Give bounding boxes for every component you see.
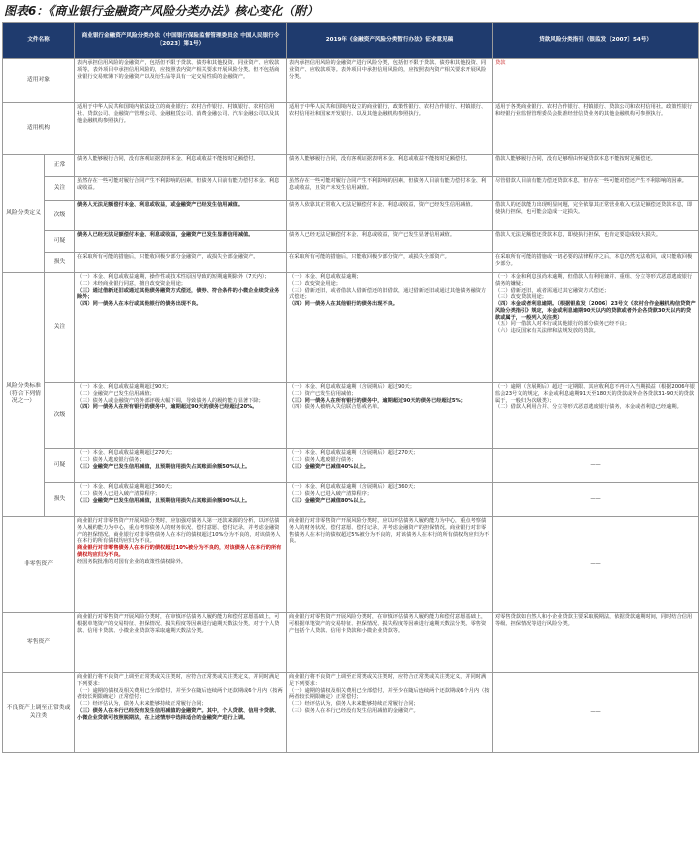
crit-loss-new-2: （二）债务人已进入破产清算程序； [77, 490, 161, 497]
crit-attention-guide-4: （四）本金或者利息逾期。（根据银监发〔2006〕23号文《农村合作金融机构信贷资产风险分类指引》规定，本金或利息逾期90天以内的贷款或者外企各贷款30天以内的贷款或属于，一般列入关注类） [495, 301, 696, 321]
crit-loss-draft [287, 483, 493, 517]
npl-new-4: （三）债务人在本行已经没有发生信用减值的金融资产。其中，个人贷款、信用卡贷款、小微企业贷款可按照脱期法，在上述情形中选择适合的金融资产进行上调。 [77, 707, 280, 721]
crit-substandard-guideline [493, 383, 699, 449]
def-doubtful-guideline: 借款人无法足额偿还贷款本息，即使执行担保，也肯定要造成较大损失。 [493, 231, 699, 253]
def-label-doubtful: 可疑 [45, 231, 75, 253]
crit-sub-new-3: （三）债务人或金融资产的外部评级大幅下调，导致债务人的履约能力显著下降； [77, 397, 264, 404]
crit-doubt-new-2: （二）债务人逃废银行债务； [77, 456, 145, 463]
def-doubtful-draft: 债务人已经无法足额偿付本金、利息或收益，资产已发生显著信用减值。 [287, 231, 493, 253]
def-attention-new: 虽然存在一些可能对履行合同产生不利影响的因素，但债务人目前有能力偿付本金、利息或收益。 [75, 177, 287, 201]
def-label-normal: 正常 [45, 155, 75, 177]
crit-sub-new-4: （四）同一债务人在所有银行的债务中，逾期超过90天的债务已经超过20%。 [77, 404, 258, 411]
npl-draft-2: （一）逾期的债权及相关费用已全部偿付，并至少在随后连续两个还款期或6个月内（按两者较长期限确定）正常偿付； [289, 687, 490, 701]
npl-draft-4: （三）债务人在本行已经没有发生信用减值的金融资产。 [289, 707, 419, 714]
npl-draft-1: 商业银行将不良资产上调至正常类或关注类时，应符合正常类或关注类定义，并同时满足下列要求： [289, 674, 487, 687]
crit-loss-draft-3: （三）金融资产已减值80%以上。 [289, 497, 369, 504]
crit-attention-draft-1: （一）本金、利息或收益逾期； [289, 274, 362, 280]
row-label-npl-upgrade: 不良资产上调至正常类或关注类 [3, 673, 75, 753]
crit-sub-new-2: （二）金融资产已发生信用减值； [77, 390, 155, 397]
def-label-loss: 损失 [45, 253, 75, 273]
def-label-attention: 关注 [45, 177, 75, 201]
crit-loss-guideline: —— [493, 483, 699, 517]
crit-substandard-new [75, 383, 287, 449]
nonretail-new-highlight: 商业银行对非零售债务人在本行的债权超过10%被分为不良的，对该债务人在本行的所有债权均应归为不良。 [77, 545, 282, 558]
crit-attention-draft [287, 273, 493, 383]
crit-attention-new-4: （四）同一债务人在本行或其他银行的债务出现不良。 [77, 301, 202, 307]
crit-doubtful-new [75, 449, 287, 483]
header-draft-2019: 2019年《金融资产风险分类暂行办法》征求意见稿 [287, 23, 493, 59]
crit-attention-guideline [493, 273, 699, 383]
crit-sub-draft-2: （二）资产已发生信用减值； [289, 390, 357, 397]
def-normal-draft: 债务人能够履行合同，没有客观证据表明本金、利息或收益不能按时足额偿付。 [287, 155, 493, 177]
retail-new: 商业银行对零售资产开展风险分类时，在审慎评估债务人履约能力和偿付意愿基础上，可根据单笔资产的交易特征、担保情况、损失程度等因素进行逾期天数法分类。对于个人贷款、信用卡贷款、小微企业贷款等采取逾期天数法分类。 [75, 613, 287, 673]
crit-sub-guide-2: （二）借款人利用合并、分立等形式恶意逃废银行债务，本金或者利息已经逾期。 [495, 404, 682, 411]
def-attention-guideline: 尽管借款人目前有能力偿还贷款本息，但存在一些可能对偿还产生不利影响的因素。 [493, 177, 699, 201]
crit-attention-draft-3: （三）借新还旧，或者借款人借新偿还的旧借款，通过借新还旧或通过其他债务融资方式偿还； [289, 287, 487, 301]
header-new-rules: 商业银行金融资产风险分类办法（中国银行保险监督管理委员会 中国人民银行令〔2023〕第1号） [75, 23, 287, 59]
def-loss-new: 在采取所有可能的措施后，只能收回极少部分金融资产，或损失全部金融资产。 [75, 253, 287, 273]
header-guideline-2007: 贷款风险分类指引（银监发〔2007〕54号） [493, 23, 699, 59]
crit-loss-draft-1: （一）本金、利息或收益逾期（含展期后）超过360天； [289, 484, 419, 490]
crit-attention-new-2: （二）未经商业银行同意，擅自改变资金用途； [77, 280, 186, 287]
npl-new [75, 673, 287, 753]
def-substandard-new: 债务人无法足额偿付本金、利息或收益，或金融资产已经发生信用减值。 [75, 201, 287, 231]
crit-label-attention: 关注 [45, 273, 75, 383]
crit-loss-draft-2: （二）债务人已进入破产清算程序； [289, 490, 373, 497]
def-doubtful-new: 债务人已经无法足额偿付本金、利息或收益，金融资产已发生显著信用减值。 [75, 231, 287, 253]
crit-substandard-draft [287, 383, 493, 449]
comparison-table [2, 22, 699, 753]
crit-doubt-new-1: （一）本金、利息或收益逾期超过270天； [77, 450, 176, 456]
crit-doubtful-draft [287, 449, 493, 483]
retail-guideline: 对零售贷款如自然人和小企业贷款主要采取脱期法，依据贷款逾期时间，同时结合信用等级、担保情况等进行风险分类。 [493, 613, 699, 673]
def-attention-draft: 虽然存在一些可能对履行合同产生不利影响的因素，但债务人目前有能力偿付本金、利息或收益，且资产未发生信用减值。 [287, 177, 493, 201]
def-substandard-guideline: 借款人的还款能力出现明显问题，完全依靠其正常营业收入无法足额偿还贷款本息，即使执行担保，也可能会造成一定损失。 [493, 201, 699, 231]
crit-label-doubtful: 可疑 [45, 449, 75, 483]
crit-doubt-new-3: （三）金融资产已发生信用减值，且预期信用损失占其账面余额50%以上。 [77, 463, 251, 470]
npl-guideline: —— [493, 673, 699, 753]
nonretail-guideline: —— [493, 517, 699, 613]
header-file-name: 文件名称 [3, 23, 75, 59]
crit-attention-draft-4: （四）同一债务人在其他银行的债务出现不良。 [289, 301, 398, 307]
nonretail-new [75, 517, 287, 613]
nonretail-draft: 商业银行对非零售资产开展风险分类时，应以评估债务人履约能力为中心，重点考察债务人的财务状况、偿付意愿、偿付记录，并考虑金融资产的担保情况。商业银行对非零售债务人在本行的债权超过5%被分为不良的，对该债务人在本行的所有债权均应归为不良。 [287, 517, 493, 613]
row-label-retail: 零售资产 [3, 613, 75, 673]
institution-new: 适用于中华人民共和国境内依法设立的商业银行；农村合作银行、村镇银行、农村信用社、贷款公司、金融资产管理公司、金融租赁公司、消费金融公司、汽车金融公司以及其他金融机构参照执行。 [75, 103, 287, 155]
page-title: 图表6：《商业银行金融资产风险分类办法》核心变化（附） [4, 4, 319, 18]
crit-loss-new [75, 483, 287, 517]
def-substandard-draft: 债务人依靠其正常收入无法足额偿付本金、利息或收益，资产已经发生信用减值。 [287, 201, 493, 231]
scope-guideline: 贷款 [493, 59, 699, 103]
crit-attention-guide-6: （六）违反国家有关法律和法规发放的贷款。 [495, 328, 599, 334]
crit-sub-draft-4: （四）债务人被纳入失信联合惩戒名单。 [289, 404, 383, 411]
crit-attention-new [75, 273, 287, 383]
crit-label-substandard: 次级 [45, 383, 75, 449]
crit-attention-new-1: （一）本金、利息或收益逾期，操作性或技术性原因导致的短期逾期除外（7天内）； [77, 274, 270, 280]
scope-new: 表内承担信用风险的金融资产，包括但不限于贷款、债券和其他投资、同业资产、应收款项等。表外项目中承担信用风险的，应按照表内资产相关要求开展风险分类。但不包括商业银行交易账簿下的金融资产以及衍生品等具有一定交易性质的金融资产。 [75, 59, 287, 103]
crit-attention-draft-2: （二）改变资金用途； [289, 280, 341, 287]
crit-attention-new-3: （三）通过借新还旧或通过其他债务融资方式偿还，债券、符合条件的小微企业续贷业务除外； [77, 287, 280, 301]
row-label-definition: 风险分类定义 [3, 155, 45, 273]
crit-doubt-draft-1: （一）本金、利息或收益逾期（含展期后）超过270天； [289, 450, 419, 456]
def-normal-guideline: 借款人能够履行合同，没有足够理由怀疑贷款本息不能按时足额偿还。 [493, 155, 699, 177]
row-label-nonretail: 非零售资产 [3, 517, 75, 613]
crit-sub-draft-3: （三）同一债务人在所有银行的债务中，逾期超过90天的债务已经超过5%； [289, 397, 466, 404]
row-label-institution: 适用机构 [3, 103, 75, 155]
crit-sub-new-1: （一）本金、利息或收益逾期超过90天； [77, 384, 172, 390]
def-loss-guideline: 在采取所有可能的措施或一切必要的法律程序之后，本息仍然无法收回，或只能收回极少部分。 [493, 253, 699, 273]
institution-guideline: 适用于各类商业银行、农村合作银行、村镇银行、贷款公司和农村信用社。政策性银行和经银行业监督管理委员会批准经营信贷业务的其他金融机构可参照执行。 [493, 103, 699, 155]
crit-sub-guide-1: （一）逾期（含展期后）超过一定期限、其应收利息不再计入当期损益（根据2006年银监会23号文的规定，本金或利息逾期91天至180天的贷款或外企各贷款31-90天的贷款属于，一般归为次级类）； [495, 384, 695, 404]
retail-draft: 商业银行对零售资产开展风险分类时，在审慎评估债务人履约能力和偿付意愿基础上，可根据单笔资产的交易特征、担保情况、损失程度等因素进行逾期天数法分类。零售资产包括个人贷款、信用卡贷款和小微企业贷款等。 [287, 613, 493, 673]
crit-doubt-draft-2: （二）债务人逃废银行债务； [289, 456, 357, 463]
crit-attention-guide-2: （二）借新还旧，或者需通过其它融资方式偿还； [495, 287, 610, 294]
crit-attention-guide-5: （五）同一借款人对本行或其他银行的部分债务已经不良； [495, 321, 630, 328]
crit-loss-new-3: （三）金融资产已发生信用减值，且预期信用损失占其账面余额90%以上。 [77, 497, 251, 504]
row-label-criteria: 风险分类标准（符合下列情况之一） [3, 273, 45, 517]
institution-draft: 适用于中华人民共和国境内设立的商业银行，政策性银行、农村合作银行、村镇银行、农村信用社和国家开发银行、以及其他金融机构参照执行。 [287, 103, 493, 155]
nonretail-new-exception: 经国务院批准的对国有企业的政策性债权除外。 [77, 558, 186, 565]
npl-new-2: （一）逾期的债权及相关费用已全部偿付，并至少在随后连续两个还款期或6个月内（按两者较长期限确定）正常偿付； [77, 687, 283, 701]
npl-draft-3: （二）经评估认为，债务人未来能够持续正常履行合同； [289, 701, 419, 707]
crit-sub-draft-1: （一）本金、利息或收益逾期（含展期后）超过90天； [289, 384, 415, 390]
crit-loss-new-1: （一）本金、利息或收益逾期超过360天； [77, 484, 176, 490]
def-label-substandard: 次级 [45, 201, 75, 231]
nonretail-new-text: 商业银行对非零售资产开展风险分类时，应加强对债务人第一还款来源的分析，以评估债务人履约能力为中心，重点考察债务人的财务状况、偿付意愿、偿付记录，并考虑金融资产的担保情况。商业银行对非零售债务人在本行的债权超过10%分为不良的，对该债务人在本行的所有债权均应归为不良。 [77, 518, 281, 545]
crit-label-loss: 损失 [45, 483, 75, 517]
def-normal-new: 债务人能够履行合同，没有客观证据表明本金、利息或收益不能按时足额偿付。 [75, 155, 287, 177]
def-loss-draft: 在采取所有可能的措施后，只能收回极少部分资产，或损失全部资产。 [287, 253, 493, 273]
npl-new-1: 商业银行将不良资产上调至正常类或关注类时，应符合正常类或关注类定义，并同时满足下列要求： [77, 674, 280, 687]
npl-new-3: （二）经评估认为，债务人未来能够持续正常履行合同； [77, 701, 207, 707]
row-label-scope: 适用对象 [3, 59, 75, 103]
crit-attention-guide-1: （一）本金和利息虽尚未逾期，但借款人有利用兼并、重组、分立等形式恶意逃废银行债务的嫌疑； [495, 274, 693, 287]
npl-draft [287, 673, 493, 753]
scope-draft: 表内承担信用风险的金融资产进行风险分类，包括但不限于贷款、债券和其他投资、同业资产、应收款项等。表外项目中承担信用风险的，应按照表内资产相关要求开展风险分类。 [287, 59, 493, 103]
crit-attention-guide-3: （三）改变贷款用途； [495, 294, 547, 301]
crit-doubt-draft-3: （三）金融资产已减值40%以上。 [289, 463, 369, 470]
crit-doubtful-guideline: —— [493, 449, 699, 483]
